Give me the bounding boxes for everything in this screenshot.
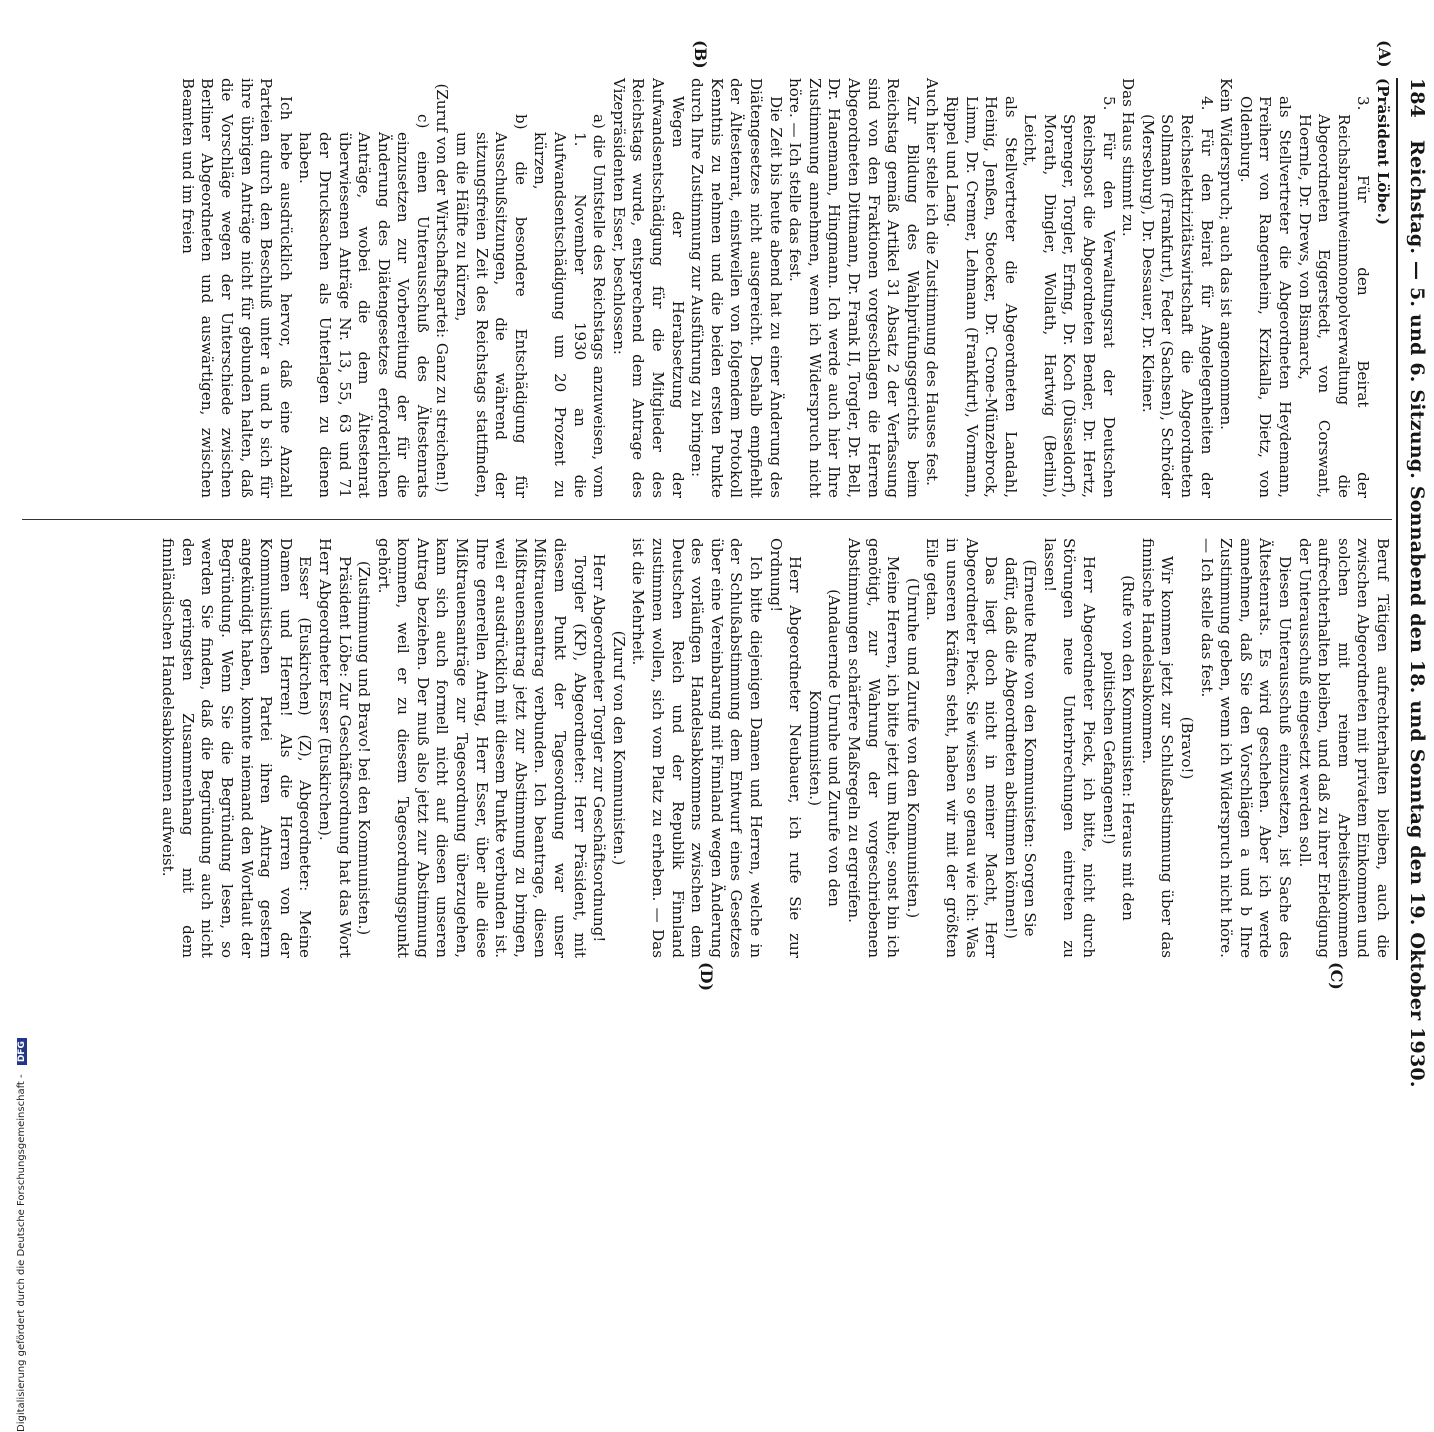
paragraph: Kein Widerspruch; auch das ist angenommen.	[1217, 78, 1236, 430]
paragraph: Herr Abgeordneter Torgler zur Geschäftsordnung!	[590, 553, 609, 943]
paragraph: Zur Bildung des Wahlprüfungsgerichts beim Reichstag gemäß Artikel 31 Absatz 2 der Verfassung sind von den Fraktionen vorgeschlagen die Herren Abgeordneten Dittmann, Dr. Frank II, Torgler, Dr. Bell, Dr. Hanemann, Hingmann. Ich werde auch hier Ihre Zustimmung annehmen, wenn ich Widerspruch nicht höre. — Ich stelle das fest.	[786, 78, 922, 498]
header-rule	[1396, 78, 1398, 960]
margin-marker-b: (B)	[691, 40, 710, 69]
margin-marker-c: (C)	[1327, 962, 1346, 990]
column-divider	[22, 519, 1392, 520]
paragraph: als Stellvertreter die Abgeordneten Heydemann, Freiherr von Rangenheim, Krzikalla, Dietz, von Oldenburg.	[1236, 96, 1295, 498]
paragraph: c) einen Unterausschuß des Ältestenrats einzusetzen zur Vorbereitung der für die Änderung des Diätengesetzes erforderlichen Anträge, wobei die dem Ältestenrat überwiesenen Anträge Nr. 13, 55, 63 und 71 der Drucksachen als Unterlagen zu dienen haben.	[296, 114, 432, 498]
paragraph: 3. Für den Beirat der Reichsbranntweinmonopolverwaltung die Abgeordneten Eggerstedt, von Corswant, Hoernle, Dr. Drews, von Bismarck,	[1295, 96, 1373, 498]
footer-note-text: Digitalisierung gefördert durch die Deutsche Forschungsgemeinschaft -	[16, 1074, 27, 1432]
paragraph: als Stellvertreter die Abgeordneten Landahl, Heinig, Jenßen, Stoecker, Dr. Crone-Münzebrock, Limm, Dr. Cremer, Lehmann (Frankfurt), Vormann, Rippel und Lang.	[942, 96, 1020, 498]
paragraph: Torgler (KP), Abgeordneter: Herr Präsident, mit diesem Punkt der Tagesordnung war unser Mißtrauensantrag verbunden. Ich beantrage, diesen Mißtrauensantrag jetzt zur Abstimmung zu bringen, weil er ausdrücklich mit diesem Punkte verbunden ist. Ihre generellen Antrag, Herr Esser, über alle diese Mißtrauensanträge zur Tagesordnung überzugehen, kann sich auch formell nicht auf diesen unseren Antrag beziehen. Der muß also jetzt zur Abstimmung kommen, weil er zu diesem Tagesordnungspunkt gehört.	[374, 538, 589, 958]
paragraph: Das Haus stimmt zu.	[1119, 78, 1138, 237]
paragraph: (Bravo!)	[1178, 716, 1197, 780]
paragraph: Die Zeit bis heute abend hat zu einer Änderung des Diätengesetzes nicht ausgereicht. Deshalb empfiehlt der Ältestenrat, einstweilen von folgendem Protokoll Kenntnis zu nehmen und die beiden ersten Punkte durch Ihre Zustimmung zur Ausführung zu bringen:	[688, 78, 785, 498]
paragraph: Wir kommen jetzt zur Schlußabstimmung über das finnische Handelsabkommen.	[1138, 538, 1177, 958]
page-header	[1388, 78, 1428, 1088]
paragraph: (Rufe von den Kommunisten: Heraus mit den politischen Gefangenen!)	[1099, 575, 1138, 921]
paragraph: Diesen Unterausschuß einzusetzen, ist Sache des Ältestenrats. Es wird geschehen. Aber ich werde annehmen, daß Sie den Vorschlägen a und b Ihre Zustimmung geben, wenn ich Widerspruch nicht höre. — Ich stelle das fest.	[1197, 538, 1295, 958]
digitization-footer	[16, 1038, 27, 1432]
paragraph: Herr Abgeordneter Pieck, ich bitte, nicht durch Störungen neue Unterbrechungen eintreten zu lassen!	[1040, 538, 1099, 958]
paragraph: (Zuruf von den Kommunisten.)	[609, 630, 628, 866]
page-number: 184	[1406, 78, 1428, 118]
paragraph: Wegen der Herabsetzung der Aufwandsentschädigung für die Mitglieder des Reichstags wurde, entsprechend dem Antrage des Vizepräsidenten Esser, beschlossen:	[609, 78, 687, 498]
paragraph: 4. Für den Beirat für Angelegenheiten der Reichselektrizitätswirtschaft die Abgeordneten Sollmann (Frankfurt), Feder (Sachsen), Schröder (Merseburg), Dr. Dessauer, Dr. Kleiner.	[1138, 96, 1216, 498]
paragraph: Das liegt doch nicht in meiner Macht, Herr Abgeordneter Pieck. Sie wissen so genau wie ich: Was in unseren Kräften steht, haben wir mit der größten Eile getan.	[923, 538, 1001, 958]
paragraph: Herr Abgeordneter Neubauer, ich rufe Sie zur Ordnung!	[766, 538, 805, 958]
margin-marker-a: (A)	[1375, 40, 1394, 68]
paragraph: Esser (Euskirchen) (Z), Abgeordneter: Meine Damen und Herren! Als die Herren von der Kommunistischen Partei ihren Antrag gestern angekündigt haben, konnte niemand den Wortlaut der Begründung. Wenn Sie die Begründung lesen, so werden Sie finden, daß die Begründung auch nicht den geringsten Zusammenhang mit dem finnländischen Handelsabkommen aufweist.	[159, 538, 315, 958]
dfg-logo: DFG	[17, 1038, 27, 1065]
paragraph: (Andauernde Unruhe und Zurufe von den Kommunisten.)	[805, 589, 844, 907]
paragraph: Meine Herren, ich bitte jetzt um Ruhe; sonst bin ich genötigt, zur Wahrung der vorgeschriebenen Abstimmungen schärfere Maßregeln zu ergreifen.	[844, 538, 903, 958]
paragraph: b) die besondere Entschädigung für Ausschußsitzungen, die während der sitzungsfreien Zeit des Reichstags stattfinden, um die Hälfte zu kürzen,	[453, 114, 530, 498]
paragraph: Ich bitte diejenigen Damen und Herren, welche in der Schlußabstimmung dem Entwurf eines Gesetzes über eine Vereinbarung mit Finnland wegen Änderung des vorläufigen Handelsabkommens zwischen dem Deutschen Reich und der Republik Finnland zustimmen wollen, sich vom Platz zu erheben. — Das ist die Mehrheit.	[629, 538, 765, 958]
right-text-column	[158, 538, 1392, 958]
paragraph: Auch hier stelle ich die Zustimmung des Hauses fest.	[923, 78, 942, 486]
paragraph: a) die Umtstelle des Reichstags anzuweisen, vom 1. November 1930 an die Aufwandsentschädigung um 20 Prozent zu kürzen,	[531, 114, 609, 498]
paragraph: (Zustimmung und Bravo! bei den Kommunisten.)	[355, 560, 374, 936]
margin-marker-d: (D)	[697, 962, 716, 992]
paragraph: (Unruhe und Zurufe von den Kommunisten.)	[903, 577, 922, 919]
paragraph: (Erneute Rufe von den Kommunisten: Sorgen Sie dafür, daß die Abgeordneten abstimmen können!)	[1001, 557, 1040, 939]
paragraph: Ich hebe ausdrücklich hervor, daß eine Anzahl Parteien durch den Beschluß unter a und b sich für ihre übrigen Anträge nicht für gebunden halten, daß die Vorschläge wegen der Unterschiede zwischen Berliner Abgeordneten und auswärtigen, zwischen Beamten und im freien	[178, 78, 295, 498]
paragraph: 5. Für den Verwaltungsrat der Deutschen Reichspost die Abgeordneten Bender, Dr. Hertz, Sprenger, Torgler, Erfing, Dr. Koch (Düsseldorf), Morath, Dingler, Wollath, Hartwig (Berlin), Leicht,	[1021, 96, 1118, 498]
left-text-column	[177, 78, 1392, 498]
paragraph: Präsident Löbe: Zur Geschäftsordnung hat das Wort Herr Abgeordneter Esser (Euskirchen).	[315, 538, 354, 958]
paragraph: (Zuruf von der Wirtschaftspartei: Ganz zu streichen!)	[433, 83, 452, 493]
paragraph: Beruf Tätigen aufrechterhalten bleiben, auch die zwischen Abgeordneten mit privatem Einkommen und solchen mit reinem Arbeitseinkommen aufrechterhalten bleiben, und daß zu ihrer Erledigung der Unterausschuß eingesetzt werden soll.	[1295, 538, 1392, 958]
paragraph: (Präsident Löbe.)	[1374, 78, 1392, 226]
header-title: Reichstag. — 5. und 6. Sitzung. Sonnabend den 18. und Sonntag den 19. Oktober 1930.	[1406, 140, 1428, 1088]
